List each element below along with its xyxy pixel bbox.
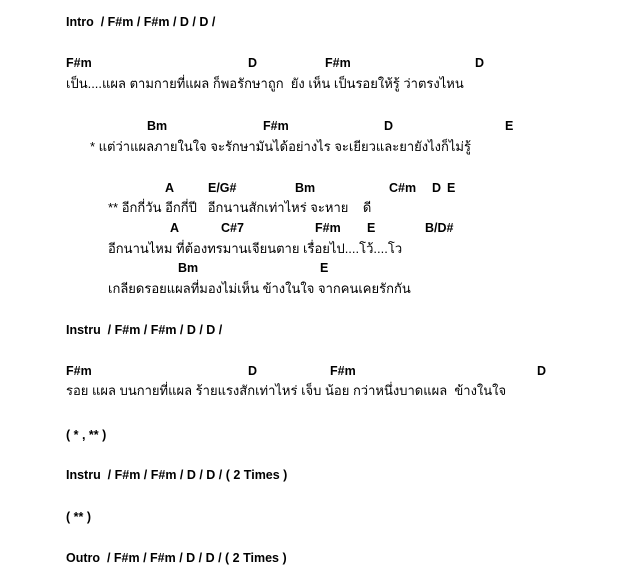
chord: D bbox=[248, 364, 258, 378]
chord: E bbox=[367, 221, 376, 235]
lyric-line: ** อีกกี่วัน อีกกี่ปี อีกนานสักเท่าไหร่ จะหาย ดี bbox=[108, 200, 372, 215]
chord: D bbox=[475, 56, 485, 70]
chord: F#m bbox=[325, 56, 351, 70]
chord: E/G# bbox=[208, 181, 237, 195]
lyric-line: เกลียดรอยแผลที่มองไม่เห็น ข้างในใจ จากคนเคยรักกัน bbox=[108, 281, 411, 296]
chord: E bbox=[320, 261, 329, 275]
chord: B/D# bbox=[425, 221, 454, 235]
chord: E bbox=[505, 119, 514, 133]
lyric-line: * แต่ว่าแผลภายในใจ จะรักษามันได้อย่างไร จะเยียวและยายังไงก็ไม่รู้ bbox=[90, 139, 471, 154]
instru-line: Instru / F#m / F#m / D / D / ( 2 Times ) bbox=[66, 468, 288, 482]
chord: C#m bbox=[389, 181, 417, 195]
lyric-line: เป็น....แผล ตามกายที่แผล ก็พอรักษาถูก ยัง เห็น เป็นรอยให้รู้ ว่าตรงไหน bbox=[66, 76, 464, 91]
chord: C#7 bbox=[221, 221, 244, 235]
chord: F#m bbox=[263, 119, 289, 133]
chord: D bbox=[248, 56, 258, 70]
chord: E bbox=[447, 181, 456, 195]
lyric-line: อีกนานไหม ที่ต้องทรมานเจียนตาย เรื่อยไป....โว้....โว bbox=[108, 241, 403, 256]
lyric-line: รอย แผล บนกายที่แผล ร้ายแรงสักเท่าไหร่ เจ็บ น้อย กว่าหนึ่งบาดแผล ข้างในใจ bbox=[66, 383, 507, 398]
outro-line: Outro / F#m / F#m / D / D / ( 2 Times ) bbox=[66, 551, 287, 565]
chord: F#m bbox=[315, 221, 341, 235]
instru-line: Instru / F#m / F#m / D / D / bbox=[66, 323, 223, 337]
chord: D bbox=[432, 181, 442, 195]
chord: F#m bbox=[330, 364, 356, 378]
chord: Bm bbox=[295, 181, 316, 195]
chord: D bbox=[384, 119, 394, 133]
repeat-marker: ( * , ** ) bbox=[66, 428, 107, 442]
chord: A bbox=[165, 181, 175, 195]
repeat-marker: ( ** ) bbox=[66, 510, 91, 524]
chord: D bbox=[537, 364, 547, 378]
chord: Bm bbox=[178, 261, 199, 275]
intro-line: Intro / F#m / F#m / D / D / bbox=[66, 15, 216, 29]
chord: Bm bbox=[147, 119, 168, 133]
chord: A bbox=[170, 221, 180, 235]
chord: F#m bbox=[66, 56, 92, 70]
chord: F#m bbox=[66, 364, 92, 378]
